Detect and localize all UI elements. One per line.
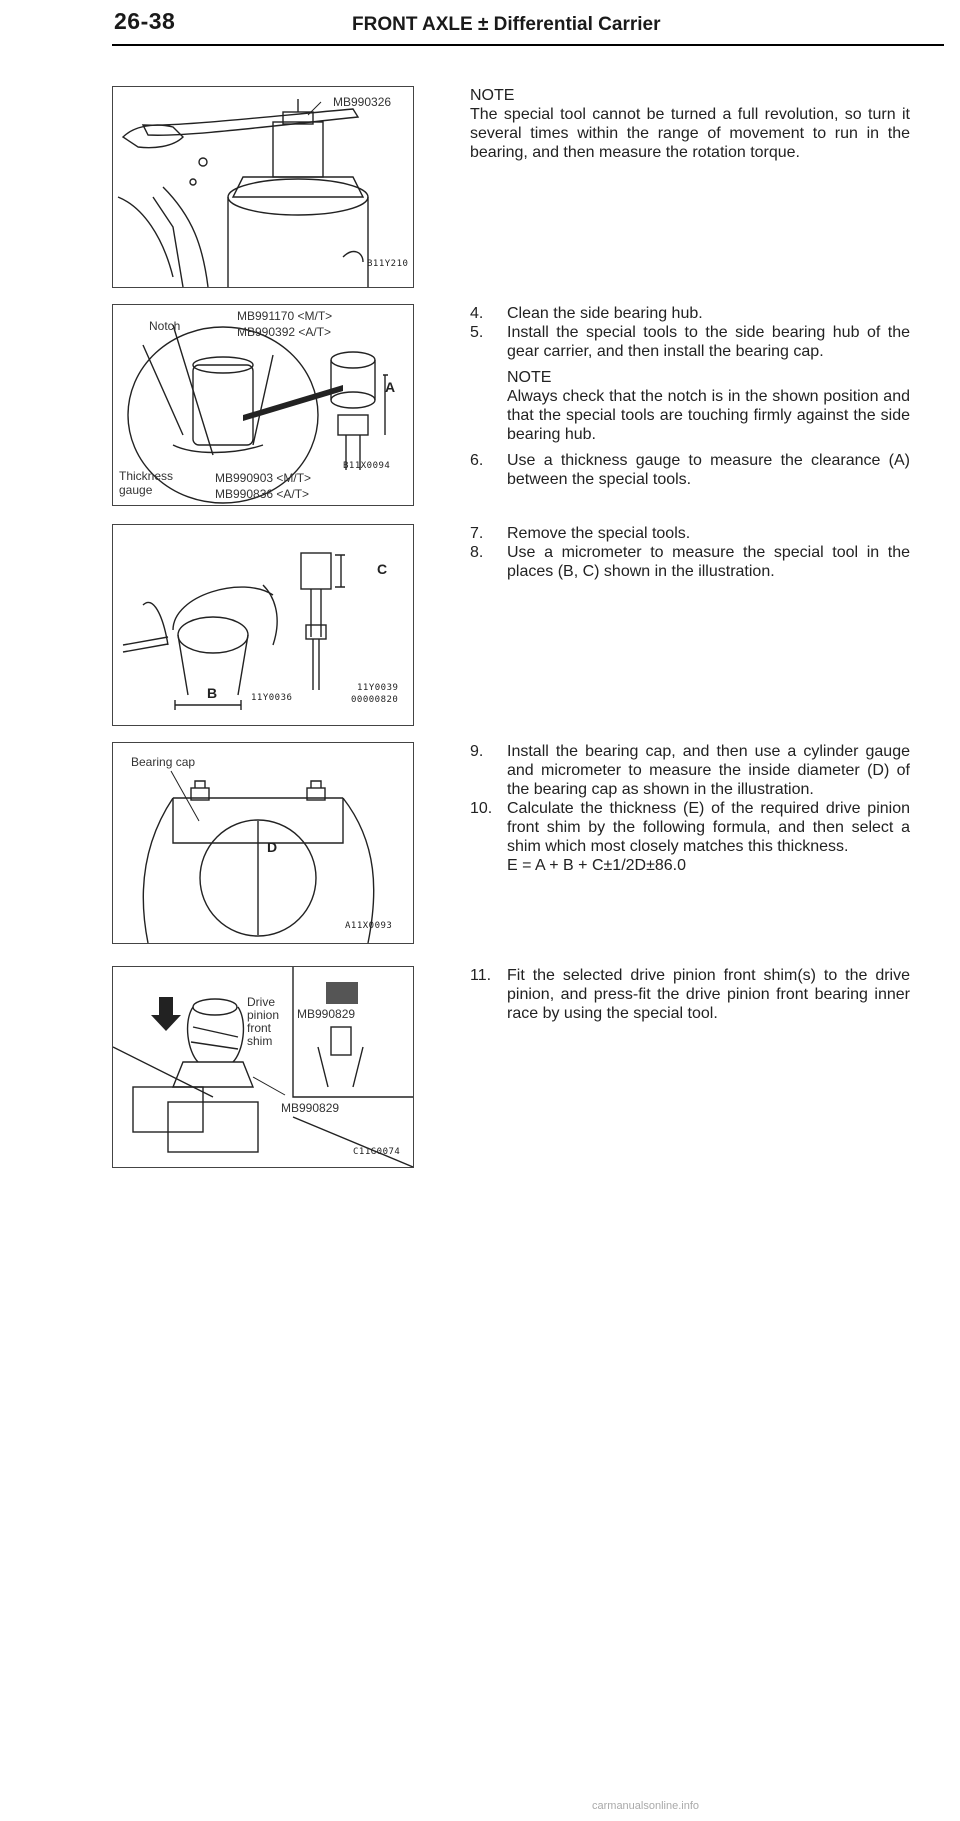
clearance-letter-a: A xyxy=(385,379,396,395)
tool-top-at: MB990392 <A/T> xyxy=(237,325,332,339)
shim-label-1: Drive xyxy=(247,995,276,1009)
step-number: 9. xyxy=(470,743,484,760)
step-number: 10. xyxy=(470,800,493,817)
measure-letter-c: C xyxy=(377,561,388,577)
shim-label-4: shim xyxy=(247,1034,273,1048)
step-10 xyxy=(470,799,910,856)
diameter-letter-d: D xyxy=(267,839,278,855)
step-8 xyxy=(470,543,910,581)
gauge-label-2: gauge xyxy=(119,483,153,497)
step-number: 4. xyxy=(470,305,484,322)
note-block xyxy=(470,368,910,444)
step-number: 8. xyxy=(470,544,484,561)
figure-3 xyxy=(112,524,414,726)
section-title: FRONT AXLE ± Differential Carrier xyxy=(352,14,661,35)
step-9 xyxy=(470,742,910,799)
shim-label-3: front xyxy=(247,1021,272,1035)
gauge-label-1: Thickness xyxy=(119,469,174,483)
figure-code: C11G0074 xyxy=(353,1147,401,1157)
figure-code: B11Y210 xyxy=(367,259,409,269)
step-text: Remove the special tools. xyxy=(507,525,691,542)
figure-2 xyxy=(112,304,414,506)
header-rule xyxy=(112,44,944,46)
figure-4-drawing xyxy=(113,743,413,943)
note-text: The special tool cannot be turned a full revolution, so turn it several times within the range of movement to run in the bearing, and then measure the rotation torque. xyxy=(470,106,910,161)
step-number: 5. xyxy=(470,324,484,341)
step-text: Use a thickness gauge to measure the clearance (A) between the special tools. xyxy=(507,452,910,488)
tool-label-mb990829-lower: MB990829 xyxy=(281,1101,340,1115)
step-text: Fit the selected drive pinion front shim(s) to the drive pinion, and press-fit the drive pinion front bearing inner race by using the special tool. xyxy=(507,967,910,1022)
tool-bottom-at: MB990836 <A/T> xyxy=(215,487,310,501)
figure-1-drawing xyxy=(113,87,413,287)
step-11 xyxy=(470,966,910,1023)
step-text: Use a micrometer to measure the special tool in the places (B, C) shown in the illustration. xyxy=(507,544,910,580)
page-number: 26-38 xyxy=(114,8,176,34)
step-text: Clean the side bearing hub. xyxy=(507,305,703,322)
step-5 xyxy=(470,323,910,361)
step-text: Install the special tools to the side bearing hub of the gear carrier, and then install the bearing cap. xyxy=(507,324,910,360)
step-text: Calculate the thickness (E) of the required drive pinion front shim by the following formula, and then select a shim which most closely matches this thickness. xyxy=(507,800,910,855)
text-block-4 xyxy=(470,742,910,875)
shim-label-2: pinion xyxy=(247,1008,280,1022)
tool-bottom-mt: MB990903 <M/T> xyxy=(215,471,312,485)
step-7 xyxy=(470,524,910,543)
figure-code-2: 11Y0039 xyxy=(357,683,399,693)
step-number: 11. xyxy=(470,967,492,984)
notch-label: Notch xyxy=(149,319,181,333)
note-heading: NOTE xyxy=(507,369,552,386)
figure-code: A11X0093 xyxy=(345,921,393,931)
tool-label-mb990829-upper: MB990829 xyxy=(297,1007,356,1021)
text-block-2 xyxy=(470,304,910,489)
formula: E = A + B + C±1/2D±86.0 xyxy=(507,857,687,874)
note-text: Always check that the notch is in the shown position and that the special tools are touching firmly against the side bearing hub. xyxy=(507,388,910,443)
step-number: 7. xyxy=(470,525,484,542)
figure-code: B11X0094 xyxy=(343,461,391,471)
text-block-3 xyxy=(470,524,910,581)
figure-1 xyxy=(112,86,414,288)
text-block-5 xyxy=(470,966,910,1023)
figure-code-3: 00000820 xyxy=(351,695,399,705)
note-heading: NOTE xyxy=(470,87,515,104)
footer-watermark: carmanualsonline.info xyxy=(592,1800,700,1812)
figure-code-1: 11Y0036 xyxy=(251,693,293,703)
figure-5 xyxy=(112,966,414,1168)
tool-label-mb990326: MB990326 xyxy=(333,95,392,109)
step-number: 6. xyxy=(470,452,484,469)
measure-letter-b: B xyxy=(207,685,218,701)
bearing-cap-label: Bearing cap xyxy=(131,755,196,769)
step-text: Install the bearing cap, and then use a cylinder gauge and micrometer to measure the inside diameter (D) of the bearing cap as shown in the illustration. xyxy=(507,743,910,798)
text-block-1 xyxy=(470,86,910,162)
step-4 xyxy=(470,304,910,323)
tool-top-mt: MB991170 <M/T> xyxy=(237,309,333,323)
step-6 xyxy=(470,451,910,489)
figure-4 xyxy=(112,742,414,944)
